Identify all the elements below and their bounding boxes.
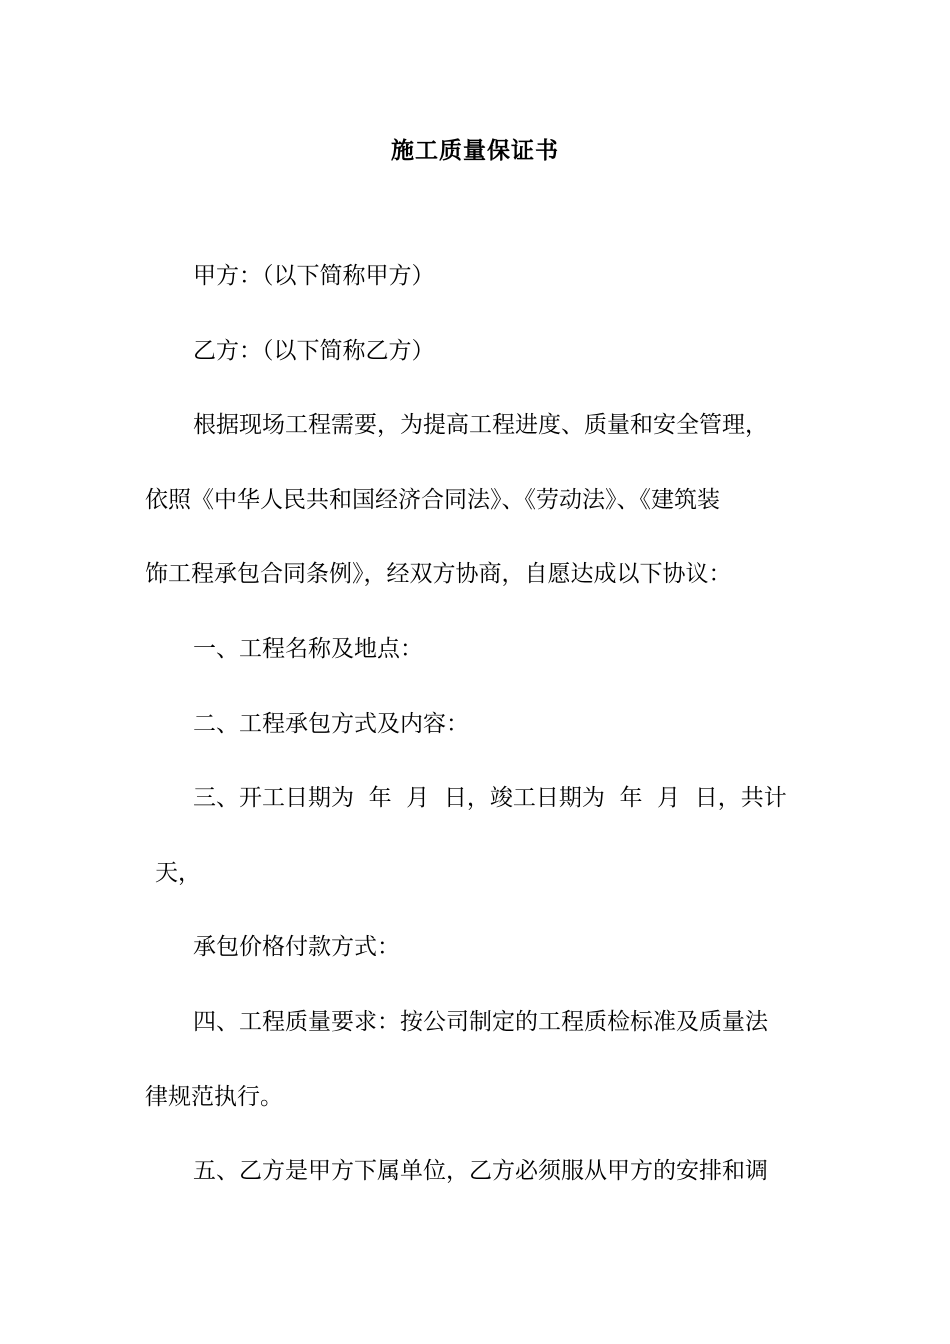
intro-paragraph-line-1: 根据现场工程需要，为提高工程进度、质量和安全管理，: [193, 412, 768, 438]
clause-3-line-1: 三、开工日期为 年 月 日，竣工日期为 年 月 日，共计: [193, 785, 787, 811]
clause-2-line: 二、工程承包方式及内容：: [193, 711, 469, 737]
clause-5-line-1: 五、乙方是甲方下属单位，乙方必须服从甲方的安排和调: [193, 1158, 768, 1184]
intro-paragraph-line-3: 饰工程承包合同条例》，经双方协商，自愿达成以下协议：: [145, 561, 732, 587]
party-a-line: 甲方：（以下简称甲方）: [193, 263, 435, 289]
document-title: 施工质量保证书: [391, 137, 559, 164]
intro-paragraph-line-2: 依照《中华人民共和国经济合同法》、《劳动法》、《建筑装: [145, 487, 720, 513]
clause-1-line: 一、工程名称及地点：: [193, 636, 423, 662]
payment-method-line: 承包价格付款方式：: [193, 934, 400, 960]
clause-4-line-2: 律规范执行。: [145, 1084, 283, 1110]
clause-3-line-2: 天，: [155, 860, 201, 886]
clause-4-line-1: 四、工程质量要求：按公司制定的工程质检标准及质量法: [193, 1009, 768, 1035]
party-b-line: 乙方：（以下简称乙方）: [193, 338, 435, 364]
